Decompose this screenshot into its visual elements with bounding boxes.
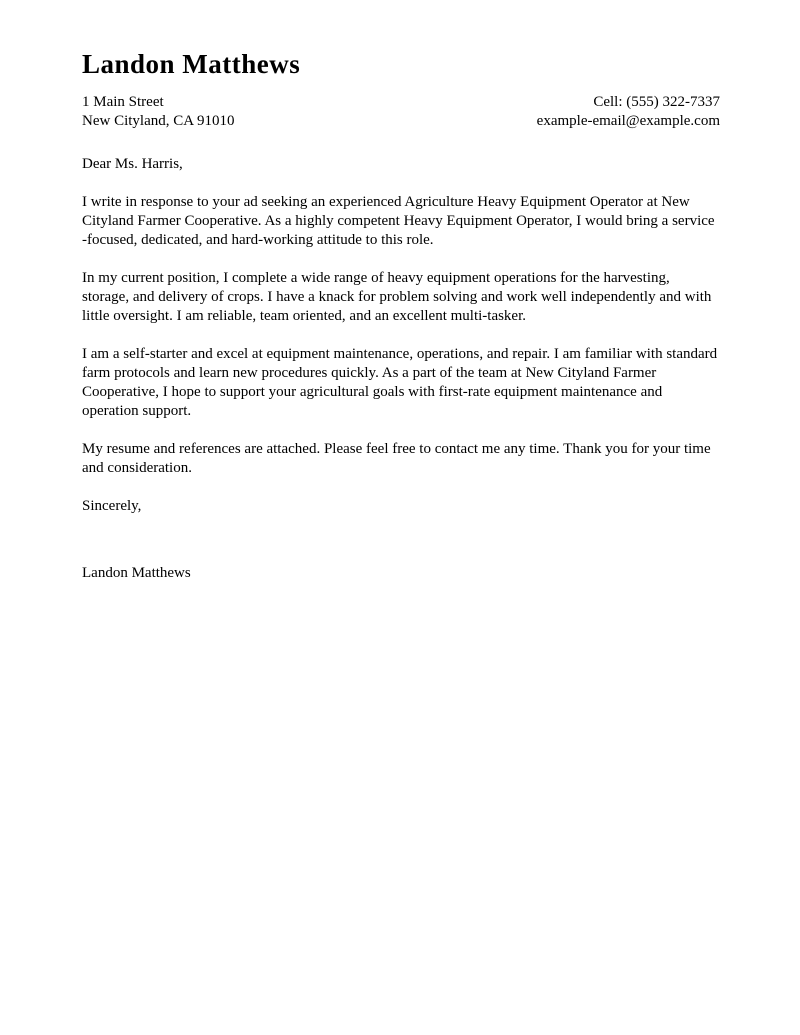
salutation: Dear Ms. Harris, [82, 155, 183, 172]
letter-body [82, 155, 720, 583]
contact-block [537, 93, 720, 132]
letter-paragraph: In my current position, I complete a wide range of heavy equipment operations for the harvesting, storage, and delivery of crops. I have a knack for problem solving and work well independently and with little oversight. I am reliable, team oriented, and an excellent multi-tasker. [82, 269, 712, 324]
contact-cell: Cell: (555) 322-7337 [593, 93, 720, 110]
letter-paragraph: My resume and references are attached. Please feel free to contact me any time. Thank you for your time and consideration. [82, 440, 711, 476]
contact-email: example-email@example.com [536, 113, 720, 130]
letter-paragraph: I write in response to your ad seeking an experienced Agriculture Heavy Equipment Operator at New Cityland Farmer Cooperative. As a highly competent Heavy Equipment Operator, I would bring a service -focused, dedicated, and hard-working attitude to this role. [82, 193, 715, 248]
contact-row [82, 93, 720, 132]
closing: Sincerely, [82, 497, 142, 514]
address-block [82, 93, 235, 132]
signature-name: Landon Matthews [82, 564, 191, 581]
letter-paragraph: I am a self-starter and excel at equipment maintenance, operations, and repair. I am familiar with standard farm protocols and learn new procedures quickly. As a part of the team at New Cityland Farmer Cooperative, I hope to support your agricultural goals with first-rate equipment maintenance and operation support. [82, 345, 718, 419]
address-line-2: New Cityland, CA 91010 [82, 113, 235, 130]
sender-name: Landon Matthews [82, 49, 301, 79]
address-line-1: 1 Main Street [82, 93, 164, 110]
